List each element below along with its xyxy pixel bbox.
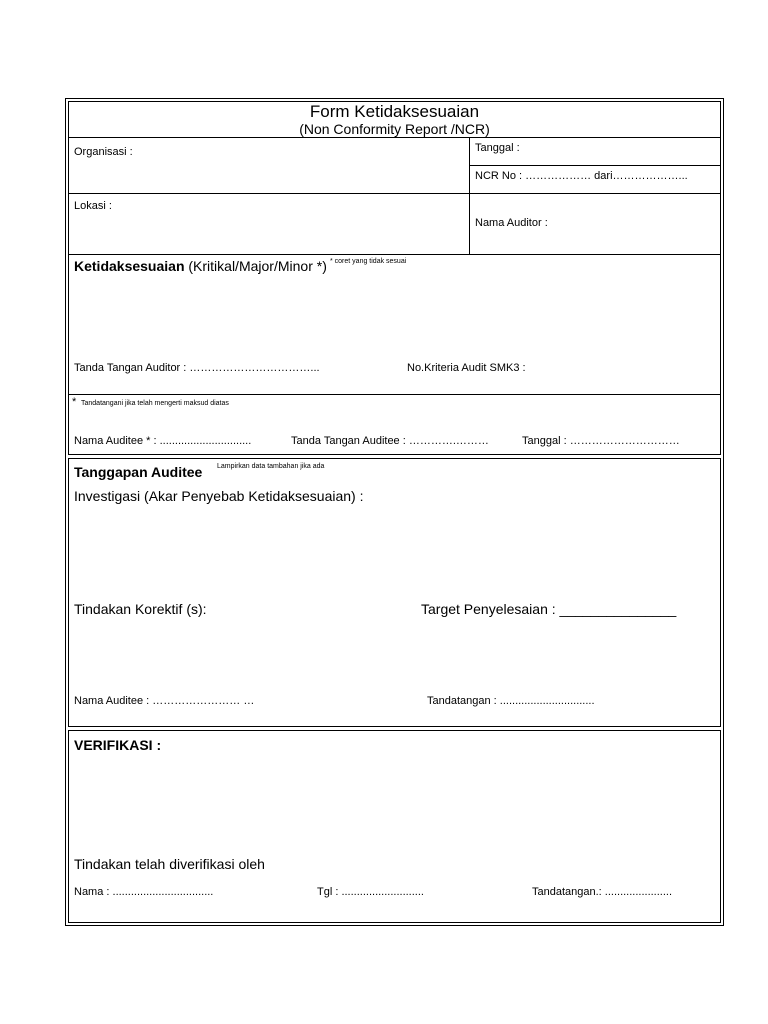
coret-footnote: * coret yang tidak sesuai xyxy=(330,258,407,265)
tanggal-auditee: Tanggal : ………………………… xyxy=(522,435,680,447)
investigasi-label: Investigasi (Akar Penyebab Ketidaksesuaian) : xyxy=(74,488,364,504)
divider-header xyxy=(68,137,721,138)
divider-ketidaksesuaian xyxy=(68,394,721,395)
verifikasi-nama: Nama : ................................. xyxy=(74,886,214,898)
tanda-tangan-auditor xyxy=(74,363,320,374)
tanda-tangan-auditee: Tanda Tangan Auditee : ………….……… xyxy=(291,435,489,447)
lokasi-label: Lokasi : xyxy=(74,200,112,212)
verifikasi-tgl: Tgl : ........................... xyxy=(317,886,424,898)
nama-auditee-sign: Nama Auditee * : .............................. xyxy=(74,435,252,447)
form-subtitle: (Non Conformity Report /NCR) xyxy=(299,121,490,137)
nama-auditor-label: Nama Auditor : xyxy=(475,217,548,229)
tindakan-korektif-label: Tindakan Korektif (s): xyxy=(74,601,207,617)
nama-auditee-response: Nama Auditee : …………………… … xyxy=(74,695,255,707)
kriteria-audit-label: No.Kriteria Audit SMK3 : xyxy=(407,362,526,374)
ncr-no-end: .. xyxy=(681,170,688,182)
ketidaksesuaian-heading-rest: (Kritikal/Major/Minor *) xyxy=(184,258,327,274)
lampiran-note: Lampirkan data tambahan jika ada xyxy=(217,463,325,470)
divider-tanggal xyxy=(469,165,721,166)
tanda-tangan-auditor-text: Tanda Tangan Auditor : …………………………….. xyxy=(74,362,317,374)
form-title: Form Ketidaksesuaian xyxy=(309,102,480,121)
footnote-star: * xyxy=(72,396,77,408)
verifikasi-tandatangan: Tandatangan.: ...................... xyxy=(532,886,673,898)
divider-organisasi xyxy=(68,193,721,194)
tanda-tangan-auditor-end: . xyxy=(316,362,320,374)
target-penyelesaian-label: Target Penyelesaian : _______________ xyxy=(421,601,677,617)
divider-lokasi xyxy=(68,254,721,255)
verifikasi-heading: VERIFIKASI : xyxy=(74,737,162,753)
tanggapan-heading: Tanggapan Auditee xyxy=(74,464,203,480)
diverifikasi-label: Tindakan telah diverifikasi oleh xyxy=(74,856,265,872)
tandatangani-note: Tandatangani jika telah mengerti maksud diatas xyxy=(81,400,229,407)
divider-info-vertical xyxy=(469,137,470,255)
ketidaksesuaian-heading-bold: Ketidaksesuaian xyxy=(74,258,185,274)
ncr-no-text: NCR No : ……………… dari………………. xyxy=(475,170,682,182)
organisasi-label: Organisasi : xyxy=(74,146,133,158)
ncr-no-label xyxy=(475,171,688,182)
ketidaksesuaian-heading xyxy=(74,259,327,273)
tanggal-label: Tanggal : xyxy=(475,142,520,154)
tandatangan-auditee-response: Tandatangan : ............................... xyxy=(427,695,595,707)
